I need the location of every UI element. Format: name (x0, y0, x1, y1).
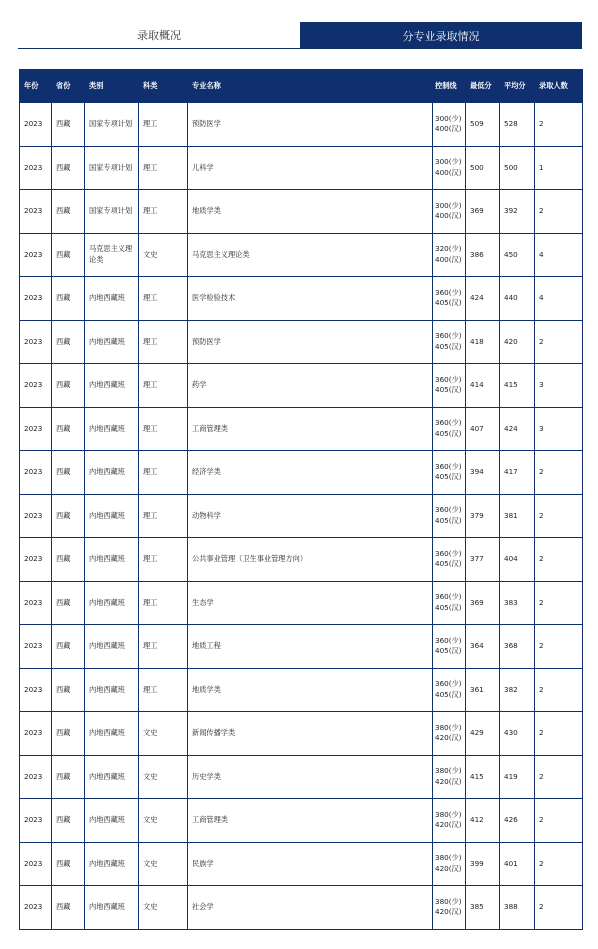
col-control-line-cell: 360(少) 405(汉) (433, 494, 466, 538)
col-min-score-cell: 509 (466, 103, 500, 147)
col-year-cell: 2023 (20, 146, 52, 190)
col-min-score-cell: 369 (466, 581, 500, 625)
col-admitted-count-cell: 2 (535, 755, 583, 799)
col-avg-score-cell: 392 (500, 190, 535, 234)
col-province-cell: 西藏 (52, 146, 85, 190)
col-year-cell: 2023 (20, 103, 52, 147)
col-province-cell: 西藏 (52, 320, 85, 364)
col-subject-type-cell: 理工 (139, 581, 188, 625)
col-category-cell: 马克思主义理论类 (85, 233, 139, 277)
col-province-header: 省份 (52, 70, 85, 103)
col-category-cell: 内地西藏班 (85, 538, 139, 582)
col-admitted-count-cell: 3 (535, 407, 583, 451)
col-province-cell: 西藏 (52, 190, 85, 234)
col-min-score-cell: 369 (466, 190, 500, 234)
col-control-line-cell: 300(少) 400(汉) (433, 103, 466, 147)
col-min-score-cell: 394 (466, 451, 500, 495)
col-subject-type-cell: 文史 (139, 886, 188, 930)
col-avg-score-cell: 401 (500, 842, 535, 886)
col-admitted-count-cell: 2 (535, 668, 583, 712)
col-min-score-cell: 377 (466, 538, 500, 582)
col-subject-type-cell: 文史 (139, 233, 188, 277)
col-control-line-cell: 320(少) 400(汉) (433, 233, 466, 277)
table-row (20, 799, 583, 843)
col-avg-score-header: 平均分 (500, 70, 535, 103)
col-major-name-cell: 工商管理类 (188, 799, 433, 843)
col-avg-score-cell: 420 (500, 320, 535, 364)
table-row (20, 320, 583, 364)
col-category-cell: 内地西藏班 (85, 581, 139, 625)
col-category-cell: 国家专项计划 (85, 146, 139, 190)
col-subject-type-cell: 理工 (139, 320, 188, 364)
col-admitted-count-cell: 4 (535, 233, 583, 277)
col-category-cell: 内地西藏班 (85, 625, 139, 669)
col-control-line-cell: 360(少) 405(汉) (433, 625, 466, 669)
col-subject-type-cell: 理工 (139, 625, 188, 669)
col-major-name-cell: 新闻传播学类 (188, 712, 433, 756)
col-category-cell: 内地西藏班 (85, 451, 139, 495)
col-subject-type-cell: 文史 (139, 712, 188, 756)
col-province-cell: 西藏 (52, 277, 85, 321)
col-major-name-cell: 地质工程 (188, 625, 433, 669)
col-admitted-count-header: 录取人数 (535, 70, 583, 103)
col-category-cell: 内地西藏班 (85, 320, 139, 364)
col-min-score-cell: 414 (466, 364, 500, 408)
col-major-name-cell: 民族学 (188, 842, 433, 886)
table-row (20, 190, 583, 234)
tab-admission-overview[interactable]: 录取概况 (18, 22, 300, 49)
table-row (20, 538, 583, 582)
col-category-cell: 内地西藏班 (85, 755, 139, 799)
col-province-cell: 西藏 (52, 799, 85, 843)
col-control-line-cell: 360(少) 405(汉) (433, 451, 466, 495)
col-subject-type-header: 科类 (139, 70, 188, 103)
col-min-score-cell: 424 (466, 277, 500, 321)
col-province-cell: 西藏 (52, 886, 85, 930)
col-category-cell: 内地西藏班 (85, 886, 139, 930)
col-province-cell: 西藏 (52, 581, 85, 625)
col-avg-score-cell: 424 (500, 407, 535, 451)
col-year-cell: 2023 (20, 407, 52, 451)
col-major-name-header: 专业名称 (188, 70, 433, 103)
col-avg-score-cell: 528 (500, 103, 535, 147)
col-avg-score-cell: 388 (500, 886, 535, 930)
col-major-name-cell: 公共事业管理（卫生事业管理方向） (188, 538, 433, 582)
table-row (20, 668, 583, 712)
col-min-score-cell: 500 (466, 146, 500, 190)
col-major-name-cell: 药学 (188, 364, 433, 408)
table-header-row (20, 70, 583, 103)
table-row (20, 755, 583, 799)
col-year-cell: 2023 (20, 712, 52, 756)
col-subject-type-cell: 文史 (139, 755, 188, 799)
col-admitted-count-cell: 2 (535, 103, 583, 147)
col-avg-score-cell: 368 (500, 625, 535, 669)
col-admitted-count-cell: 2 (535, 712, 583, 756)
col-province-cell: 西藏 (52, 233, 85, 277)
col-min-score-cell: 361 (466, 668, 500, 712)
col-category-cell: 内地西藏班 (85, 842, 139, 886)
col-min-score-header: 最低分 (466, 70, 500, 103)
col-subject-type-cell: 理工 (139, 668, 188, 712)
col-min-score-cell: 407 (466, 407, 500, 451)
col-avg-score-cell: 500 (500, 146, 535, 190)
col-control-line-cell: 360(少) 405(汉) (433, 668, 466, 712)
col-avg-score-cell: 404 (500, 538, 535, 582)
col-control-line-cell: 360(少) 405(汉) (433, 320, 466, 364)
col-control-line-cell: 360(少) 405(汉) (433, 277, 466, 321)
table-row (20, 233, 583, 277)
col-min-score-cell: 399 (466, 842, 500, 886)
col-major-name-cell: 医学检验技术 (188, 277, 433, 321)
col-min-score-cell: 385 (466, 886, 500, 930)
col-min-score-cell: 379 (466, 494, 500, 538)
col-province-cell: 西藏 (52, 625, 85, 669)
col-province-cell: 西藏 (52, 538, 85, 582)
col-province-cell: 西藏 (52, 494, 85, 538)
table-body (20, 103, 583, 930)
col-min-score-cell: 418 (466, 320, 500, 364)
col-major-name-cell: 地质学类 (188, 668, 433, 712)
col-admitted-count-cell: 2 (535, 842, 583, 886)
col-major-name-cell: 地质学类 (188, 190, 433, 234)
col-admitted-count-cell: 2 (535, 625, 583, 669)
col-subject-type-cell: 理工 (139, 407, 188, 451)
col-subject-type-cell: 理工 (139, 146, 188, 190)
table-row (20, 712, 583, 756)
col-major-name-cell: 社会学 (188, 886, 433, 930)
col-avg-score-cell: 430 (500, 712, 535, 756)
col-avg-score-cell: 382 (500, 668, 535, 712)
col-year-cell: 2023 (20, 842, 52, 886)
col-min-score-cell: 429 (466, 712, 500, 756)
col-year-cell: 2023 (20, 494, 52, 538)
col-year-cell: 2023 (20, 755, 52, 799)
table-row (20, 103, 583, 147)
col-admitted-count-cell: 2 (535, 538, 583, 582)
col-admitted-count-cell: 2 (535, 451, 583, 495)
col-province-cell: 西藏 (52, 755, 85, 799)
col-avg-score-cell: 383 (500, 581, 535, 625)
col-category-cell: 国家专项计划 (85, 190, 139, 234)
col-control-line-cell: 380(少) 420(汉) (433, 712, 466, 756)
admission-table (19, 69, 583, 930)
table-row (20, 364, 583, 408)
col-admitted-count-cell: 2 (535, 886, 583, 930)
col-subject-type-cell: 理工 (139, 494, 188, 538)
col-major-name-cell: 工商管理类 (188, 407, 433, 451)
col-category-cell: 内地西藏班 (85, 799, 139, 843)
col-year-cell: 2023 (20, 581, 52, 625)
col-control-line-cell: 300(少) 400(汉) (433, 146, 466, 190)
col-year-cell: 2023 (20, 451, 52, 495)
col-avg-score-cell: 419 (500, 755, 535, 799)
col-province-cell: 西藏 (52, 103, 85, 147)
col-control-line-cell: 300(少) 400(汉) (433, 190, 466, 234)
col-min-score-cell: 364 (466, 625, 500, 669)
col-control-line-cell: 360(少) 405(汉) (433, 407, 466, 451)
col-year-cell: 2023 (20, 190, 52, 234)
col-subject-type-cell: 理工 (139, 277, 188, 321)
col-category-cell: 内地西藏班 (85, 494, 139, 538)
table-row (20, 581, 583, 625)
col-year-cell: 2023 (20, 799, 52, 843)
col-category-cell: 内地西藏班 (85, 668, 139, 712)
col-year-cell: 2023 (20, 277, 52, 321)
col-year-cell: 2023 (20, 233, 52, 277)
col-year-cell: 2023 (20, 625, 52, 669)
col-major-name-cell: 预防医学 (188, 320, 433, 364)
col-year-cell: 2023 (20, 668, 52, 712)
col-major-name-cell: 马克思主义理论类 (188, 233, 433, 277)
table-row (20, 277, 583, 321)
col-category-cell: 国家专项计划 (85, 103, 139, 147)
col-min-score-cell: 412 (466, 799, 500, 843)
col-major-name-cell: 经济学类 (188, 451, 433, 495)
col-province-cell: 西藏 (52, 451, 85, 495)
col-subject-type-cell: 理工 (139, 190, 188, 234)
col-admitted-count-cell: 3 (535, 364, 583, 408)
col-province-cell: 西藏 (52, 364, 85, 408)
col-control-line-cell: 360(少) 405(汉) (433, 364, 466, 408)
col-category-cell: 内地西藏班 (85, 712, 139, 756)
col-subject-type-cell: 理工 (139, 538, 188, 582)
col-major-name-cell: 预防医学 (188, 103, 433, 147)
col-major-name-cell: 动物科学 (188, 494, 433, 538)
table-row (20, 407, 583, 451)
col-avg-score-cell: 440 (500, 277, 535, 321)
col-year-cell: 2023 (20, 886, 52, 930)
col-subject-type-cell: 理工 (139, 103, 188, 147)
col-major-name-cell: 儿科学 (188, 146, 433, 190)
col-control-line-cell: 360(少) 405(汉) (433, 538, 466, 582)
col-subject-type-cell: 理工 (139, 451, 188, 495)
col-major-name-cell: 历史学类 (188, 755, 433, 799)
col-avg-score-cell: 426 (500, 799, 535, 843)
col-year-cell: 2023 (20, 320, 52, 364)
col-category-cell: 内地西藏班 (85, 407, 139, 451)
col-control-line-cell: 380(少) 420(汉) (433, 842, 466, 886)
col-admitted-count-cell: 2 (535, 494, 583, 538)
col-subject-type-cell: 文史 (139, 842, 188, 886)
col-control-line-cell: 380(少) 420(汉) (433, 755, 466, 799)
col-admitted-count-cell: 2 (535, 190, 583, 234)
table-row (20, 494, 583, 538)
col-year-cell: 2023 (20, 364, 52, 408)
col-avg-score-cell: 381 (500, 494, 535, 538)
col-category-cell: 内地西藏班 (85, 277, 139, 321)
col-control-line-cell: 360(少) 405(汉) (433, 581, 466, 625)
col-avg-score-cell: 417 (500, 451, 535, 495)
col-admitted-count-cell: 2 (535, 320, 583, 364)
col-province-cell: 西藏 (52, 407, 85, 451)
col-avg-score-cell: 450 (500, 233, 535, 277)
col-min-score-cell: 386 (466, 233, 500, 277)
col-control-line-cell: 380(少) 420(汉) (433, 799, 466, 843)
col-admitted-count-cell: 2 (535, 581, 583, 625)
col-admitted-count-cell: 1 (535, 146, 583, 190)
col-control-line-header: 控制线 (433, 70, 466, 103)
col-admitted-count-cell: 2 (535, 799, 583, 843)
col-major-name-cell: 生态学 (188, 581, 433, 625)
col-category-header: 类别 (85, 70, 139, 103)
table-row (20, 842, 583, 886)
col-province-cell: 西藏 (52, 712, 85, 756)
col-province-cell: 西藏 (52, 842, 85, 886)
tab-admission-by-major[interactable]: 分专业录取情况 (300, 22, 582, 49)
tab-bar (18, 22, 582, 49)
col-min-score-cell: 415 (466, 755, 500, 799)
table-row (20, 451, 583, 495)
col-control-line-cell: 380(少) 420(汉) (433, 886, 466, 930)
col-avg-score-cell: 415 (500, 364, 535, 408)
table-row (20, 886, 583, 930)
col-category-cell: 内地西藏班 (85, 364, 139, 408)
table-row (20, 146, 583, 190)
col-province-cell: 西藏 (52, 668, 85, 712)
col-subject-type-cell: 理工 (139, 364, 188, 408)
table-row (20, 625, 583, 669)
col-admitted-count-cell: 4 (535, 277, 583, 321)
col-year-cell: 2023 (20, 538, 52, 582)
col-subject-type-cell: 文史 (139, 799, 188, 843)
col-year-header: 年份 (20, 70, 52, 103)
